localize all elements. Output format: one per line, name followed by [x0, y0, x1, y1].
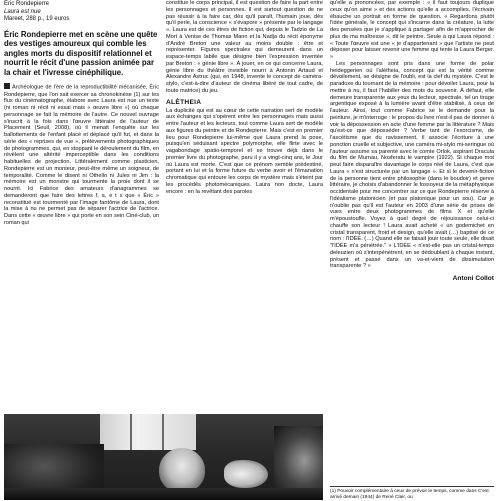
article-lede: Éric Rondepierre met en scène une quête des vestiges amoureux qui comble les angles morts du dispositif relationnel et nourrit le récit d'une passion animée par la chair et l'ivresse cinéphilique. — [4, 29, 158, 77]
body-paragraph — [4, 83, 159, 226]
book-author: Éric Rondepierre — [4, 1, 50, 7]
photo-hand — [224, 460, 268, 488]
paragraph-marker-icon — [4, 83, 10, 89]
column-left — [4, 0, 159, 227]
footnote: (1) Pouvoir complémentaire à ceux de prévoir le temps, comme dans C'est arrivé demain (1944) de René Clair, ou — [330, 486, 494, 501]
body-paragraph: qu'elle a prononcées, par exemple : « il faut toujours duplique ceux qu'on aime » et des actions qu'elle a accomplies, l'écrivain ébauche un portrait en forme de question. « Regardons plutôt l'idée générale, le concept qui s'incarne dans la créature, la lutte des pensées que je s'applique à partager afin de m'approcher de plus de ma maîtresse », dit le peintre. Seule à qui Laura répond : « Toute l'œuvre est une « je d'appartenant » que l'artiste ne peut déposer pour laisser revenir une femme qui tente la Laura Berger. » — [330, 0, 494, 60]
book-publisher-info: Mareet, 288 p., 19 euros — [4, 16, 70, 22]
photo-window-bar — [162, 414, 164, 450]
body-paragraph: Les personnages sont pris dans une forme de polar heideggerien où l'alètheia, concept qui est la vérité comme dévoilement, se désigne de l'oubli, est la clef du mystère. C'est le paradoxe du tournant de la mémoire : pour dévoiler Laura, pour la mettre à nu, il faut l'habiller des mots du souvenir. À défaut, elle demeure transparente aux yeux du lecteur, spectrale, tel un tirage argentique exposé à la lumière avant d'être stabilisé, à ceux de l'auteur. Ainsi, tout comme Fabrice se le demande pour la peinture, je m'interroge : le propos du livre n'est-il pas de donner à voir la dépossession en acte d'une femme par la littérature ? Mais qu'est-ce que déposséder ? Verbe tant de l'exorcisme, de l'ascétisme que du ravissement, il associe l'écriture à une ponction cruelle et subjective, une caméra mi-stylo mi-seringue où l'auteur assume sa parenté avec le comte Orlok, aspirant Dracula du film de Murnau, Nosferatu le vampire (1922). Si chaque mot peut faire disparaître davantage le corps réel de Laura, c'est que Laura « n'est structurée par un langage ». Et si le devenir-fiction de la personne tient entre philosophie (dans le boudoir) et genre littéraire, je choisis d'abandonner le fossoyeur de la métaphysique occidentale pour me concentrer sur ce que Rondepierre réserve à l'idéalisme platonicien (et pas platonique pour un sou). Car je n'oublie pas qu'il est l'auteur en 2003 d'une série de prises de vues entre deux photogrammes de films X et qu'elle m'époustoufle. Voyez à quel degré de réjouissance celui-ci chauffe son lecteur ! Laura avait acheté « un godemichet en cristal transparent, froid et design, qu'elle avait (…) baptisé de ce nom : l'IDÉE. (…) Quand elle se faisait jouir toute seule, elle disait "l'IDÉE m'a pénétrée." » L'IDÉE « n'est-elle pas un cristal-temps deleuzien où s'interpénètrent, en se dédoublant à chaque instant, présent et passé dans un va-et-vient de dissimulation transparente ? » — [330, 60, 494, 270]
body-paragraph: constitue le corps principal, il est question de faire la part entre les personnages et personnes. Il est surtout question de ne pas réussir à la faire car, dès qu'il paraît, l'humain joue, dès qu'il perle, la conscience « s'évapore » présente par le langage ». Laura est de ces êtres de fiction qui, depuis le Tadzio de La Mort à Venise de Thomas Mann et la Nadja du récit éponyme d'André Breton une valeur au moins double : être et représenter. Figures spectrales qui demeurent dans un espace-temps labile que désigne bien l'expression inventée par Breton : « génie libre ». À jouer, en ce qui concerne Laura, génie libre du théâtre invisible nourri à Antonin Artaud et Alexandre Astruc (qui, en 1948, invente le concept de caméra-stylo, c'est-à-dire d'auteur de cinéma libéré de tout cadre, de toute matrice) du jeu. — [166, 0, 323, 94]
column-right — [330, 0, 494, 283]
body-text: Archéologue de l'ère de la reproductibilité mécanisée, Éric Rondepierre, que l'on sait exercer sa chronokinèse (1) sur les flux du cinématographe, élabore avec Laura est nue un texte (ni roman ni récit ni essai mais « œuvre libre ») où chaque personnage se fait la mémoire de l'autre. Ce nouvel ouvrage s'inscrit à la fois dans l'œuvre littéraire de l'auteur de Placement (Seuil, 2008), où il menait l'enquête sur les ballottements de l'enfant placé et déplacé qu'il fut, et dans la série des « reprises de vue », prélèvements photographiques de photogrammes, qui, en stoppant le déroulement du film, en révèlent une altérité imperceptible dans les conditions habituelles de projection. Littéralement comme plasticien, Rondepierre est un monteur, peut-être même un soigneur, de temporalité. Comme le disent ni Othello ni Jules ni Jim : la mémoire est un monstre qui tourmente la proie dont il se nourrit. Ici Fabrice des amateurs d'anagrammes se demanderont que faire des lettres f, a, e t s que « Éric » reconstitué est tourmenté par l'image fantôme de Laura, dont la mise à nu ne permet pas de séparer l'actrice de l'actrice. Dans cette « œuvre libre » qui porte en son sein Ciné-club, un roman qui — [4, 84, 159, 226]
section-heading: ALÈTHEIA — [166, 98, 202, 106]
photo-window-bar — [130, 414, 132, 450]
film-still-photo — [4, 414, 323, 500]
book-title: Laura est nue — [4, 8, 41, 15]
author-signature: Antoni Collot — [452, 275, 494, 282]
photo-figure — [159, 448, 205, 492]
photo-window — [100, 414, 196, 450]
column-middle — [166, 0, 323, 195]
photo-lamp — [274, 426, 323, 496]
photo-floor — [4, 488, 323, 500]
body-paragraph: La duplicité qui est au cœur de cette narration sert de modèle aux échanges qui s'opèrent entre les personnages mais aussi entre l'auteur et les lecteurs, tout comme Laura sert de modèle aux figures du peintre et de Rondepierre. Mais c'est en premier lieu pour Rondepierre lui-même que Laura prend la pose, puisqu'en séduisant spectre polymorphe, elle flirte avec le vagabondage spatio-temporel et se trouve déjà dans le premier livre du photographe, paru il y a vingt-cinq ans, le Jour où Laura est morte. C'est que ce prénom semble prédestiné, portant en lui et la forme future du verbe avoir et l'émanation chromatique qui entoure les corps de mystère mais s'éteint par les procédés photomécaniques. Laura non docte, Laura encore : en la revêtant des paroles — [166, 107, 323, 195]
